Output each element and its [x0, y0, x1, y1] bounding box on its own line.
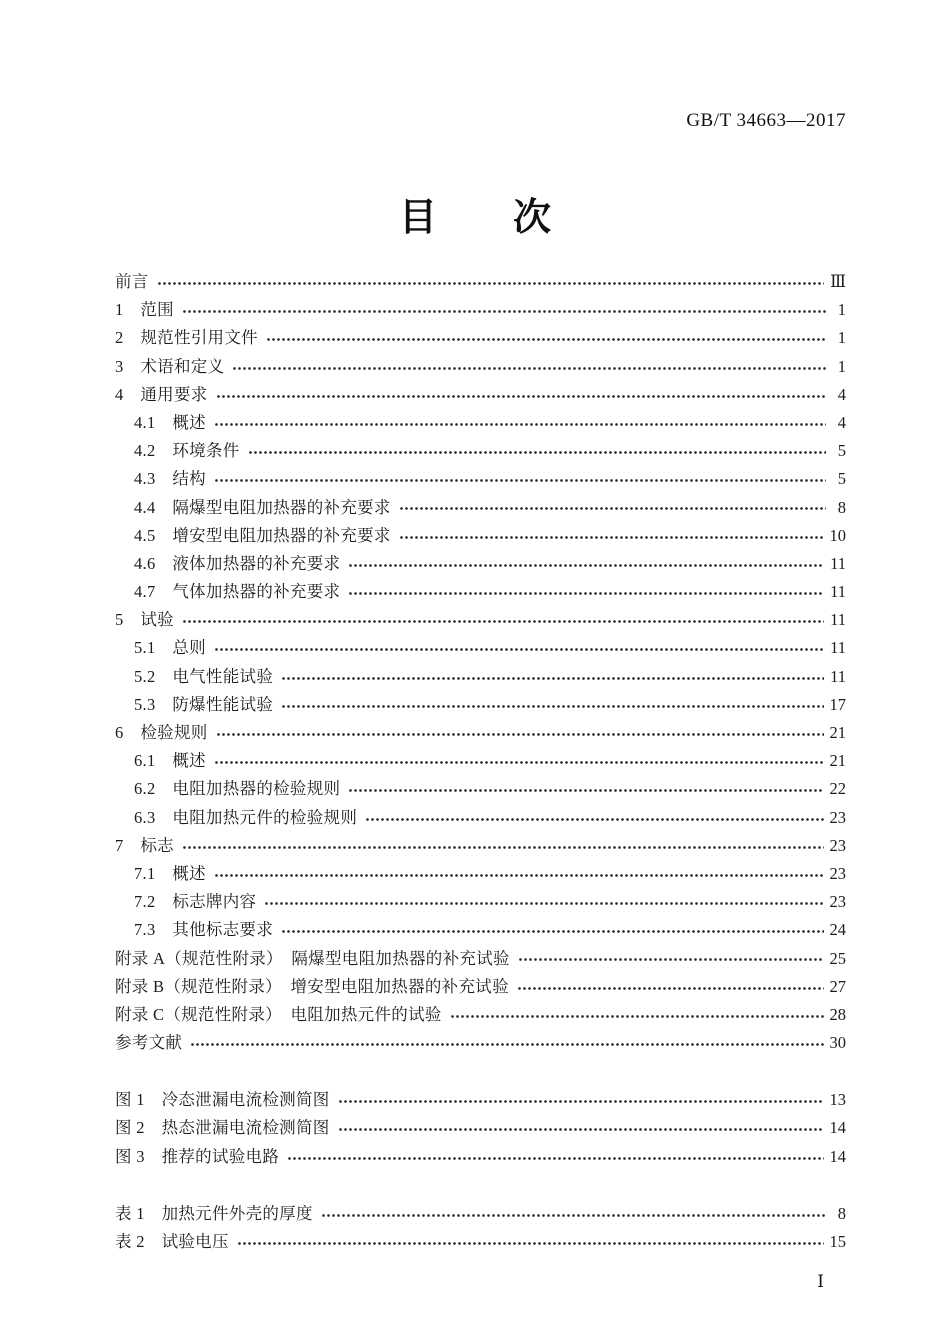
- toc-entry-label: 6.1 概述: [134, 751, 206, 771]
- standard-number: GB/T 34663—2017: [686, 110, 846, 131]
- toc-entry-label: 5.1 总则: [134, 638, 206, 658]
- toc-entry-page-number: 17: [829, 694, 846, 714]
- toc-entry-page-number: 25: [829, 948, 846, 968]
- toc-entry-label: 3 术语和定义: [115, 356, 225, 376]
- dot-leader: [214, 409, 826, 437]
- toc-entry-label: 4.3 结构: [134, 469, 206, 489]
- toc-entry: [115, 916, 846, 944]
- toc-entry-page-number: 30: [829, 1033, 846, 1053]
- toc-entry-label: 5.2 电气性能试验: [134, 666, 274, 686]
- toc-entry-page-number: Ⅲ: [830, 272, 846, 291]
- dot-leader: [214, 465, 826, 493]
- toc-entry-page-number: 5: [837, 469, 846, 489]
- toc-entry-page-number: 11: [830, 666, 846, 686]
- toc-entry-page-number: 4: [837, 412, 846, 432]
- toc-entry: [115, 381, 846, 409]
- toc-entry: [115, 945, 846, 973]
- toc-entry: [115, 550, 846, 578]
- dot-leader: [518, 945, 824, 973]
- toc-entry-label: 附录 B（规范性附录） 增安型电阻加热器的补充试验: [115, 976, 509, 996]
- toc-entry-label: 参考文献: [115, 1033, 183, 1053]
- toc-entry-page-number: 4: [837, 384, 846, 404]
- dot-leader: [450, 1001, 824, 1029]
- dot-leader: [348, 550, 824, 578]
- dot-leader: [237, 1228, 824, 1256]
- toc-entry-page-number: 11: [830, 638, 846, 658]
- toc-entry: [115, 1114, 846, 1142]
- toc-entry: [115, 268, 846, 296]
- toc-entry-page-number: 11: [830, 553, 846, 573]
- toc-entry: [115, 296, 846, 324]
- toc-entry-page-number: 13: [829, 1090, 846, 1110]
- toc-entry-label: 图 1 冷态泄漏电流检测简图: [115, 1090, 330, 1110]
- dot-leader: [214, 747, 824, 775]
- toc-entry: [115, 860, 846, 888]
- toc-entry: [115, 437, 846, 465]
- dot-leader: [232, 353, 826, 381]
- toc-entry-label: 6.3 电阻加热元件的检验规则: [134, 807, 358, 827]
- toc-entry-label: 7.3 其他标志要求: [134, 920, 274, 940]
- dot-leader: [321, 1200, 826, 1228]
- toc-entry-label: 5.3 防爆性能试验: [134, 694, 274, 714]
- toc-entry: [115, 1029, 846, 1057]
- toc-entry-label: 附录 A（规范性附录） 隔爆型电阻加热器的补充试验: [115, 948, 510, 968]
- toc-entry-page-number: 11: [830, 610, 846, 630]
- toc-entry-label: 前言: [115, 272, 149, 291]
- toc-entry: [115, 634, 846, 662]
- toc-entry-label: 图 2 热态泄漏电流检测简图: [115, 1118, 330, 1138]
- toc-entry-label: 7.1 概述: [134, 863, 206, 883]
- toc-entry-label: 5 试验: [115, 610, 174, 630]
- toc-entry: [115, 1228, 846, 1256]
- toc-entry-label: 4 通用要求: [115, 384, 208, 404]
- dot-leader: [281, 691, 823, 719]
- toc-entry-page-number: 21: [829, 723, 846, 742]
- toc-entry: [115, 1143, 846, 1171]
- toc-entry-label: 图 3 推荐的试验电路: [115, 1146, 280, 1166]
- dot-leader: [281, 663, 824, 691]
- dot-leader: [216, 719, 824, 747]
- dot-leader: [287, 1143, 823, 1171]
- toc-entry-label: 4.4 隔爆型电阻加热器的补充要求: [134, 497, 391, 517]
- toc-entry-page-number: 23: [829, 807, 846, 827]
- dot-leader: [348, 578, 824, 606]
- toc-entry-page-number: 8: [837, 497, 846, 517]
- toc-entry-label: 4.6 液体加热器的补充要求: [134, 553, 341, 573]
- dot-leader: [248, 437, 826, 465]
- toc-entry-page-number: 1: [837, 300, 846, 320]
- toc-entry: [115, 465, 846, 493]
- toc-entry-label: 6 检验规则: [115, 723, 208, 742]
- toc-entry-label: 7.2 标志牌内容: [134, 892, 257, 912]
- dot-leader: [399, 494, 826, 522]
- toc-entry-page-number: 23: [829, 892, 846, 912]
- page-title: 目 次: [398, 197, 551, 239]
- toc-entry: [115, 804, 846, 832]
- toc-entry-page-number: 10: [829, 525, 846, 545]
- toc-entry-page-number: 14: [829, 1118, 846, 1138]
- toc-entry: [115, 1200, 846, 1228]
- toc-entry-label: 4.7 气体加热器的补充要求: [134, 582, 341, 602]
- toc-entry-page-number: 27: [829, 976, 846, 996]
- toc-entry: [115, 522, 846, 550]
- dot-leader: [338, 1114, 824, 1142]
- dot-leader: [216, 381, 826, 409]
- dot-leader: [266, 324, 826, 352]
- dot-leader: [264, 888, 823, 916]
- dot-leader: [182, 296, 826, 324]
- toc-entry-page-number: 23: [829, 835, 846, 855]
- dot-leader: [365, 804, 823, 832]
- toc-entry: [115, 578, 846, 606]
- toc-entry: [115, 747, 846, 775]
- toc-entry-label: 4.2 环境条件: [134, 441, 240, 461]
- dot-leader: [182, 832, 824, 860]
- dot-leader: [214, 634, 824, 662]
- toc-list: [115, 268, 846, 1256]
- toc-entry: [115, 324, 846, 352]
- dot-leader: [399, 522, 824, 550]
- toc-entry-page-number: 14: [829, 1146, 846, 1166]
- toc-entry-label: 1 范围: [115, 300, 174, 320]
- toc-entry: [115, 719, 846, 747]
- dot-leader: [348, 775, 823, 803]
- toc-entry: [115, 832, 846, 860]
- toc-entry-page-number: 23: [829, 863, 846, 883]
- toc-entry: [115, 606, 846, 634]
- toc-entry: [115, 888, 846, 916]
- toc-entry-page-number: 1: [837, 356, 846, 376]
- dot-leader: [281, 916, 823, 944]
- dot-leader: [190, 1029, 823, 1057]
- toc-entry-page-number: 1: [837, 328, 846, 348]
- toc-entry-label: 表 2 试验电压: [115, 1232, 229, 1251]
- toc-entry: [115, 775, 846, 803]
- toc-entry: [115, 1086, 846, 1114]
- toc-entry-label: 2 规范性引用文件: [115, 328, 258, 348]
- dot-leader: [157, 268, 824, 296]
- toc-entry-label: 7 标志: [115, 835, 174, 855]
- dot-leader: [214, 860, 824, 888]
- footer-page-number: Ⅰ: [817, 1272, 824, 1291]
- toc-entry-page-number: 15: [829, 1232, 846, 1251]
- toc-entry-page-number: 11: [830, 582, 846, 602]
- toc-entry-page-number: 21: [829, 751, 846, 771]
- toc-entry: [115, 494, 846, 522]
- dot-leader: [182, 606, 824, 634]
- toc-entry: [115, 1001, 846, 1029]
- toc-entry-label: 6.2 电阻加热器的检验规则: [134, 779, 341, 799]
- toc-entry: [115, 663, 846, 691]
- toc-entry-page-number: 5: [837, 441, 846, 461]
- toc-entry-page-number: 22: [829, 779, 846, 799]
- dot-leader: [517, 973, 824, 1001]
- toc-entry-label: 4.1 概述: [134, 412, 206, 432]
- toc-entry: [115, 409, 846, 437]
- toc-entry-label: 4.5 增安型电阻加热器的补充要求: [134, 525, 391, 545]
- toc-entry: [115, 691, 846, 719]
- dot-leader: [338, 1086, 824, 1114]
- toc-entry: [115, 973, 846, 1001]
- toc-entry-page-number: 28: [829, 1004, 846, 1024]
- toc-entry-page-number: 8: [837, 1203, 846, 1223]
- toc-entry-label: 表 1 加热元件外壳的厚度: [115, 1203, 313, 1223]
- toc-entry-page-number: 24: [829, 920, 846, 940]
- toc-entry: [115, 353, 846, 381]
- toc-entry-label: 附录 C（规范性附录） 电阻加热元件的试验: [115, 1004, 442, 1024]
